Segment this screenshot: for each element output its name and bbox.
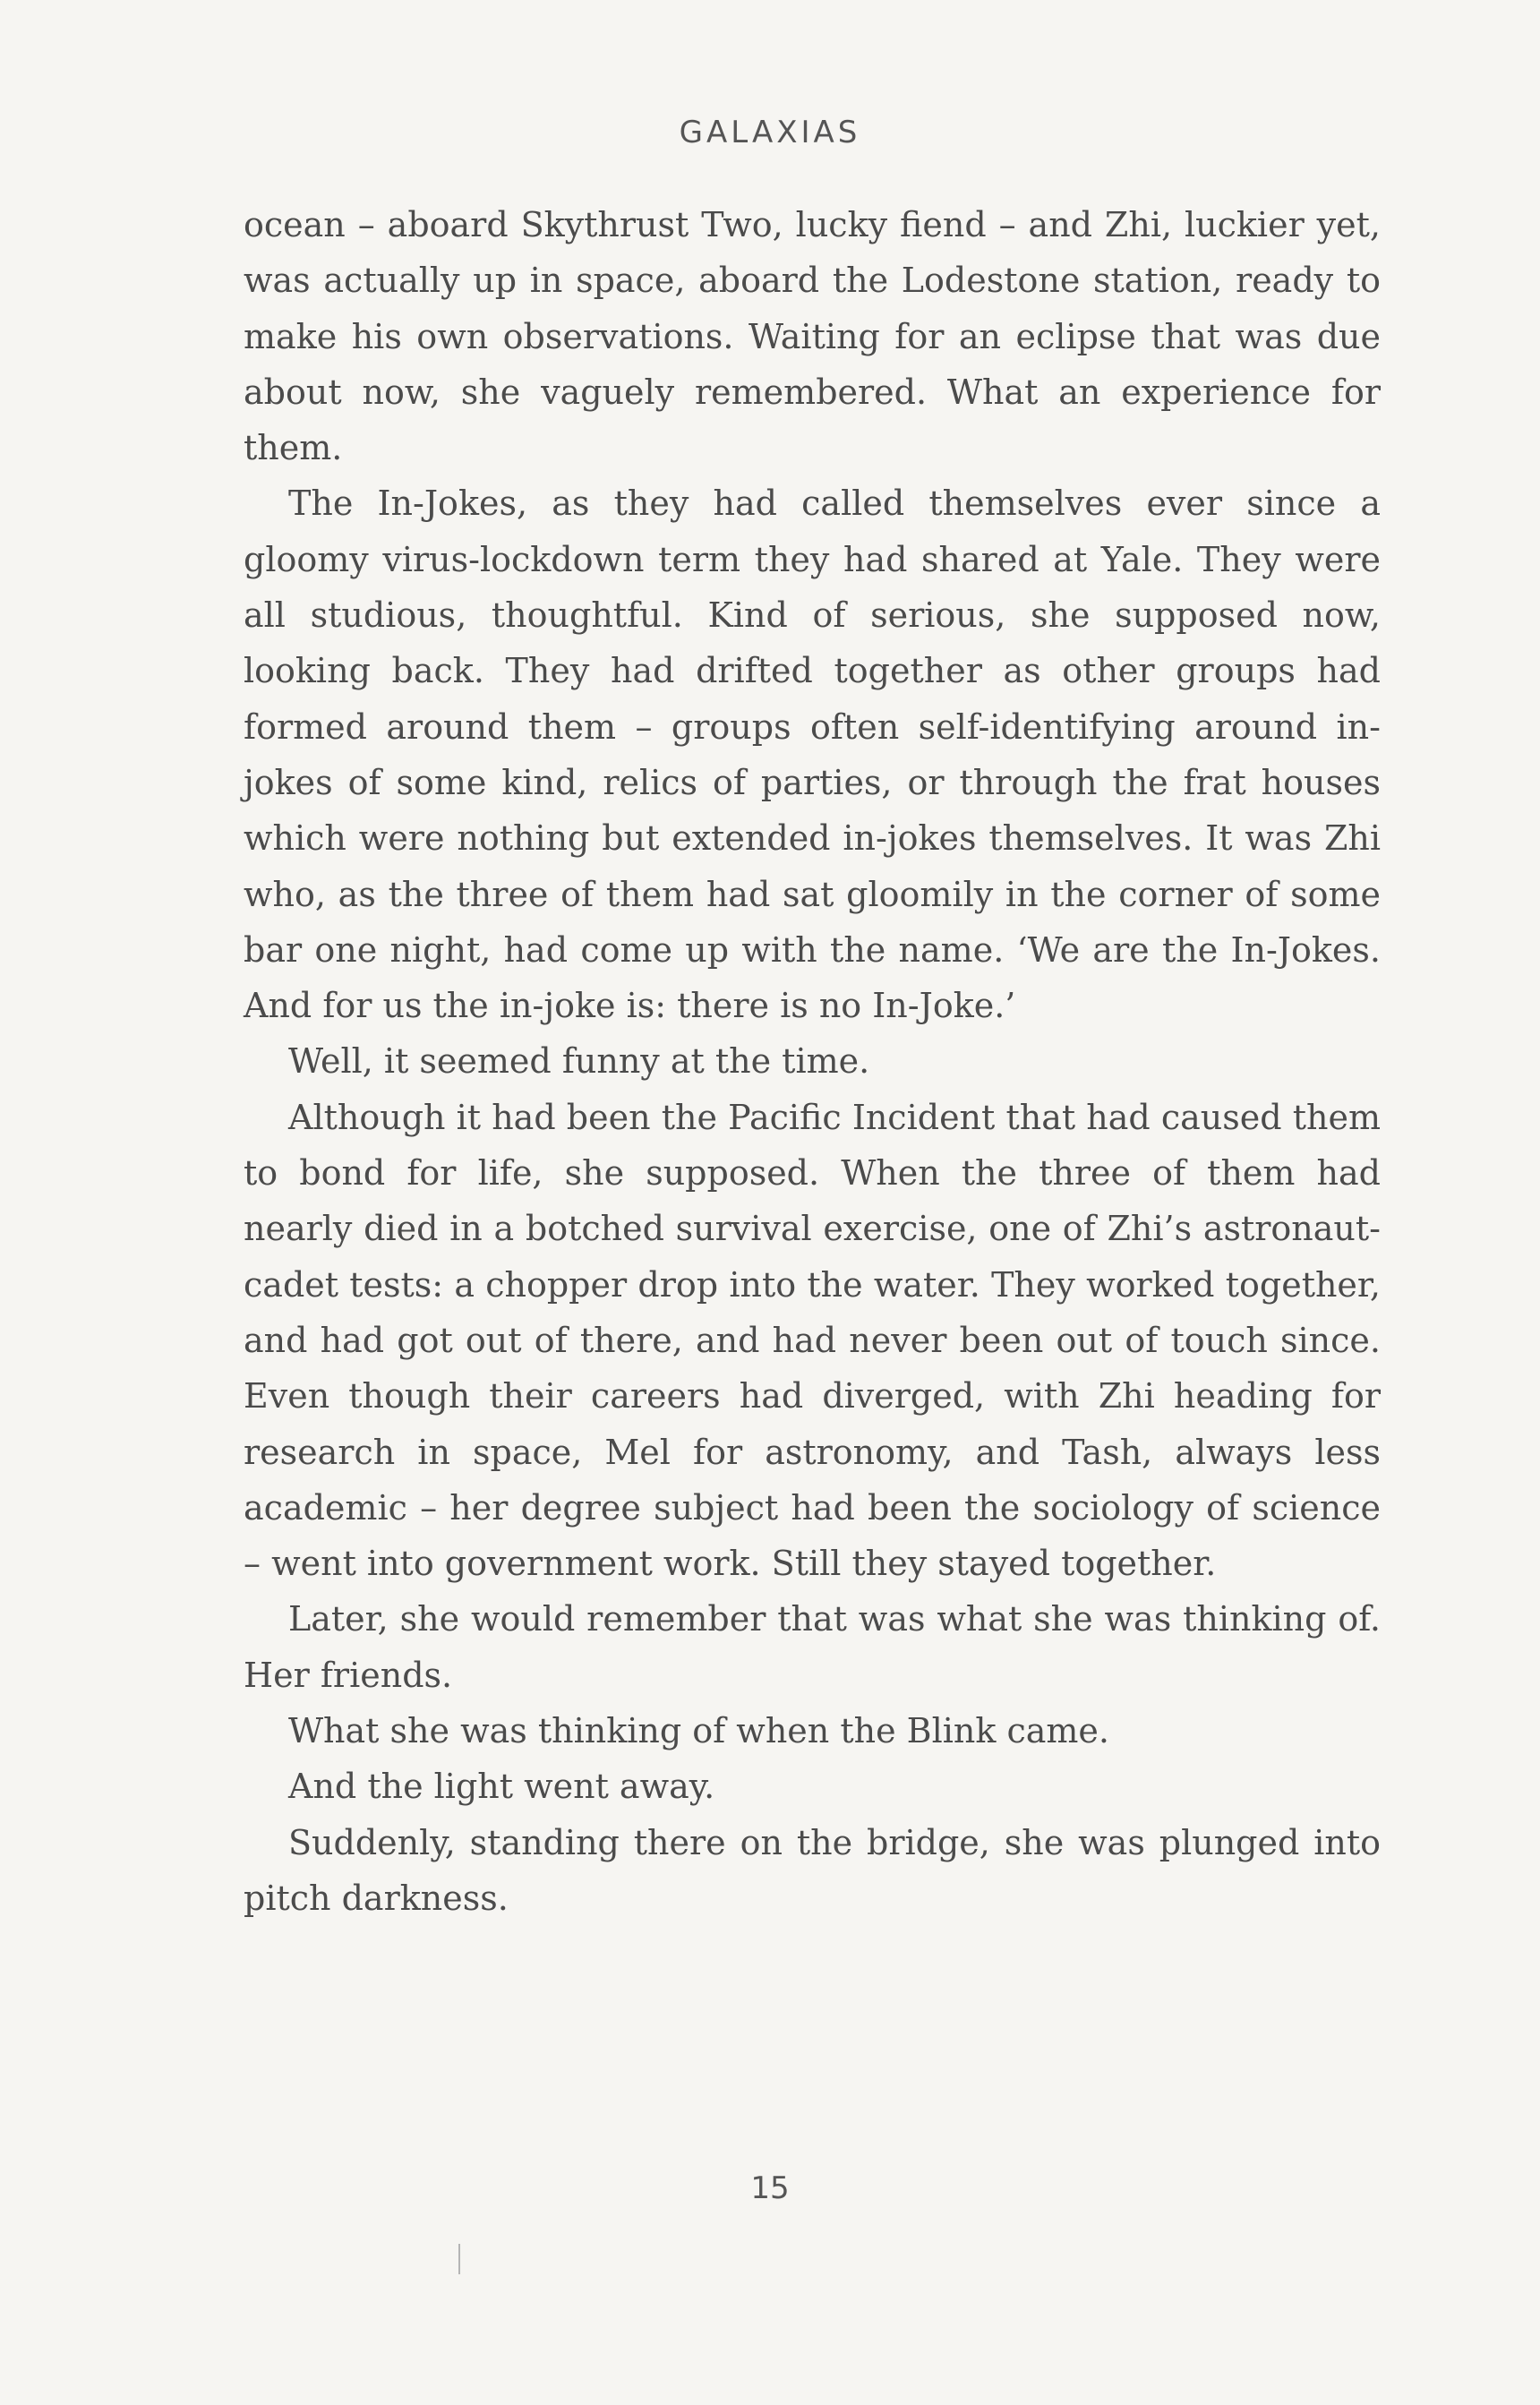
- paragraph: The In-Jokes, as they had called themselves ever since a gloomy virus-lockdown term they had shared at Yale. They were all studious, thoughtful. Kind of serious, she supposed now, looking back. They had drifted together as other groups had formed around them – groups often self-identifying around in-jokes of some kind, relics of parties, or through the frat houses which were nothing but extended in-jokes themselves. It was Zhi who, as the three of them had sat gloomily in the corner of some bar one night, had come up with the name. ‘We are the In-Jokes. And for us the in-joke is: there is no In-Joke.’: [244, 484, 1381, 1026]
- paragraph: And the light went away.: [288, 1767, 715, 1807]
- paragraph: Suddenly, standing there on the bridge, she was plunged into pitch darkness.: [244, 1822, 1381, 1918]
- paragraph: Later, she would remember that was what she was thinking of. Her friends.: [244, 1599, 1381, 1695]
- paragraph: Well, it seemed funny at the time.: [288, 1041, 870, 1082]
- running-head: GALAXIAS: [679, 115, 861, 150]
- paragraph: Although it had been the Pacific Incident that had caused them to bond for life, she supposed. When the three of them had nearly died in a botched survival exercise, one of Zhi’s astronaut-cadet tests: a chopper drop into the water. They worked together, and had got out of there, and had never been out of touch since. Even though their careers had diverged, with Zhi heading for research in space, Mel for astronomy, and Tash, always less academic – her degree subject had been the sociology of science – went into government work. Still they stayed together.: [244, 1097, 1381, 1584]
- body-text: [244, 197, 1381, 1926]
- paragraph: ocean – aboard Skythrust Two, lucky fiend – and Zhi, luckier yet, was actually up in space, aboard the Lodestone station, ready to make his own observations. Waiting for an eclipse that was due about now, she vaguely remembered. What an experience for them.: [244, 205, 1381, 468]
- paragraph: What she was thinking of when the Blink came.: [288, 1711, 1109, 1751]
- scan-mark: [458, 2244, 460, 2274]
- page-number: 15: [750, 2170, 790, 2206]
